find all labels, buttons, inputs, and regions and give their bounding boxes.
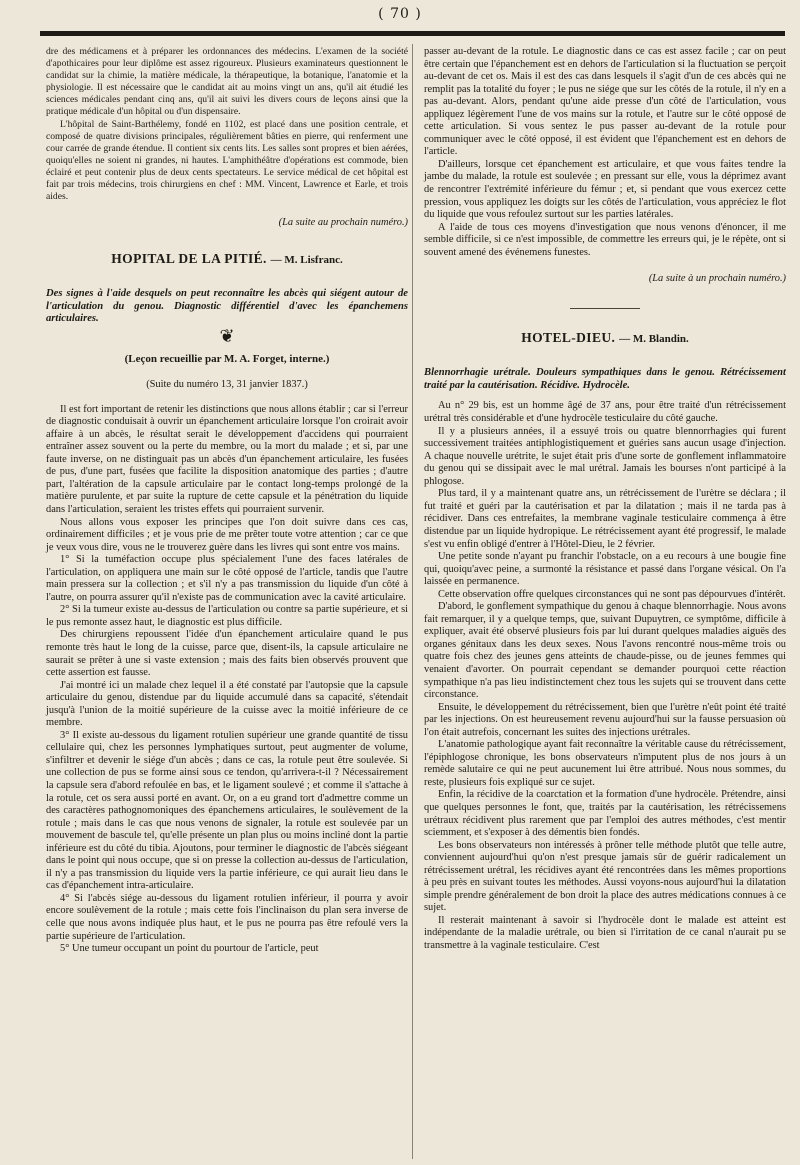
continuation-note: (Suite du numéro 13, 31 janvier 1837.) [146,379,308,391]
paragraph: D'abord, le gonflement sympathique du genou à chaque blennorrhagie. Nous avons fait remarquer, il y a quelque temps, que, suivant Dupuytren, ce symptôme, difficile à expliquer, avait été observé plusieurs fois par lui durant quelques maladies aiguës des organes génitaux dans les deux sexes. Nous l'avons rencontré nous-même trois ou quatre fois chez des jeunes gens atteints de chaude-pisse, ou de jeunes femmes qui venaient d'avorter. On pourrait cependant se demander pourquoi cette réaction sympathique n'a pas lieu indistinctement chez tous les sujets qui se trouvent dans cette circonstance. [424,601,786,701]
paragraph: Cette observation offre quelques circonstances qui ne sont pas dépourvues d'intérêt. [438,588,786,600]
paragraph: J'ai montré ici un malade chez lequel il a été constaté par l'autopsie que la capsule articulaire du genou, distendue par du liquide accumulé dans sa capacité, s'étendait jusqu'à l'union de la moitié supérieure de la cuisse avec la moitié inférieure de ce membre. [46,679,408,729]
continued-note: (La suite à un prochain numéro.) [648,273,786,285]
section-heading-pitie [46,252,408,267]
column-divider [412,44,413,1159]
paragraph: L'anatomie pathologique ayant fait reconnaître la véritable cause du rétrécissement, l'épiphlogose chronique, les bons observateurs n'imputent plus de nos jours à un remède salutaire ce qui ne peut aucunement lui être attribué. Nous nous sommes, du reste, plusieurs fois expliqué sur ce sujet. [424,739,786,788]
ornament-icon: ❦ [219,325,235,346]
paragraph: 3° Il existe au-dessous du ligament rotulien supérieur une grande quantité de tissu cellulaire qui, chez les personnes lymphatiques surtout, peut augmenter de volume, s'infiltrer et devenir le siége d'un abcès ; dans ce cas, la rotule peut être soulevée. Si une collection de pus se forme ainsi sous ce tendon, qu'arrivera-t-il ? Nécessairement la capsule sera d'abord refoulée en bas, et le ligament soulevé ; et comme il s'attache à la rotule, cet os sera aussi porté en avant. Or, on a eu grand tort d'admettre comme un des caractères pathognomoniques des épanchemens articulaires, le soulèvement de la rotule ; mais dans le cas que nous venons de signaler, la rotule est soulevée par un mouvement de bascule tel, qu'elle présente un plan plus ou moins incliné dont la partie inférieure est du côté du tibia. Ajoutons, pour terminer le diagnostic de l'abcès siégeant dans le point qui nous occupe, que si on presse la collection au-dessus de l'articulation, il n'y a pas transmission du liquide vers la partie inférieure, ce qui aurait lieu dans le cas d'épanchement intra-articulaire. [46,729,408,892]
paragraph: Au n° 29 bis, est un homme âgé de 37 ans, pour être traité d'un rétrécissement urétral très considérable et d'une hydrocèle testiculaire du côté gauche. [424,400,786,425]
paragraph: D'ailleurs, lorsque cet épanchement est articulaire, et que vous faites tendre la jambe du malade, la rotule est soulevée ; en pressant sur elle, vous la déprimez avant de rencontrer l'extrémité inférieure du fémur ; et, si pendant que vous exercez cette pression, vous appliquez les doigts sur les côtés de l'articulation, vous appréciez le flot du liquide que vous refoulez surtout sur les parties latérales. [424,158,786,221]
paragraph: Il y a plusieurs années, il a essuyé trois ou quatre blennorrhagies qui furent successivement traitées antiphlogistiquement et guéries sans aucun usage d'injection. A chaque nouvelle urétrite, le sujet était pris d'une sorte de gonflement inflammatoire du genou qui se dissipait avec le mal urétral. Jamais les bourses n'ont participé à la phlogose. [424,425,786,487]
paragraph: Il est fort important de retenir les distinctions que nous allons établir ; car si l'erreur de diagnostic conduisait à ouvrir un épanchement articulaire lorsque l'on croirait avoir affaire à un abcès, le résultat serait le développement d'accidens qui pourraient entraîner assez souvent ou la perte du membre, ou la mort du malade ; et si, par une faute inverse, on ne distinguait pas un abcès d'un épanchement articulaire, les fusées de pus, d'une part, fusées que facilite la disposition anatomique des parties ; d'autre part, l'altération de la capsule articulaire par le contact long-temps prolongé de la matière purulente, et par suite la rupture de cette capsule et la pénétration du liquide dans l'articulation, seraient les tristes effets qui pourraient survenir. [46,403,408,515]
separator [570,308,640,309]
paragraph: L'hôpital de Saint-Barthélemy, fondé en 1102, est placé dans une position centrale, et composé de quatre divisions principales, régulièrement bâties en pierre, qui renferment une cour carrée de grande étendue. Il contient six cents lits. Les salles sont propres et bien aérées, quoiqu'elles ne soient ni grandes, ni hautes. L'amphithéâtre d'opérations est commode, bien éclairé et peut contenir plus de deux cents spectateurs. Le service médical de cet hôpital est fait par trois médecins, trois chirurgiens en chef : MM. Vincent, Lawrence et Earle, et trois aides. [46,118,408,203]
paragraph: Les bons observateurs non intéressés à prôner telle méthode plutôt que telle autre, conviennent aujourd'hui qu'on n'est presque jamais sûr de guérir radicalement un rétrécissement urétral, les récidives ayant été rencontrées dans les mêmes proportions à peu près en suivant toutes les méthodes. Aussi voyons-nous aujourd'hui la dilatation simple prendre généralement de bon droit la place des autres médications connues à ce sujet. [424,839,786,914]
doctor-name: — M. Lisfranc. [270,253,343,266]
paragraph: passer au-devant de la rotule. Le diagnostic dans ce cas est assez facile ; car on peut être certain que l'épanchement est en dehors de l'articulation si la fluctuation se perçoit au-devant de cet os. Mais il est des cas dans lesquels il s'agit d'un de ces abcès qui ne remplit pas la totalité du foyer ; le pus ne siége que sur les côtés de la rotule, il n'y en a pas au-devant. Alors, pendant qu'une aide presse d'un côté de l'articulation, vous appliquez légèrement l'une de vos mains sur la rotule, et l'autre sur le côté opposé de cette articulation. Si vous sentez le pus passer au-devant de la rotule pour communiquer avec le côté opposé, il est évident que l'épanchement est en dehors de l'article. [424,46,786,158]
article-subject: Des signes à l'aide desquels on peut reconnaître les abcès qui siégent autour de l'articulation du genou. Diagnostic différentiel d'avec les épanchemens articulaires. [46,288,408,325]
paragraph: dre des médicamens et à préparer les ordonnances des médecins. L'examen de la société d'apothicaires pour leur diplôme est assez rigoureux. Plusieurs examinateurs questionnent le candidat sur la chimie, la matière médicale, la thérapeutique, la botanique, l'anatomie et la physiologie. Il est nécessaire que le candidat ait au moins vingt un ans, qu'il ait étudié les sciences médicales pendant cinq ans, qu'il ait suivi les divers cours de leçons ainsi que la pratique médicale d'un hôpital ou d'un dispensaire. [46,46,408,118]
paragraph: 5° Une tumeur occupant un point du pourtour de l'article, peut [60,943,319,955]
article-subject: Blennorrhagie urétrale. Douleurs sympathiques dans le genou. Rétrécissement traité par la cautérisation. Récidive. Hydrocèle. [424,367,786,391]
section-heading-hotel-dieu [424,331,786,346]
paragraph: Plus tard, il y a maintenant quatre ans, un rétrécissement de l'urètre se déclara ; il fut traité et guéri par la cautérisation et par la dilatation ; mais il ne tarda pas à récidiver. Dans ces entrefaites, la membrane vaginale testiculaire commença à être distendue par un liquide hydropique. Le rétrécissement ayant été progressif, le malade s'est vu enfin obligé d'entrer à l'Hôtel-Dieu, le 2 février. [424,488,786,550]
continued-note: (La suite au prochain numéro.) [278,217,408,229]
paragraph: Une petite sonde n'ayant pu franchir l'obstacle, on a eu recours à une bougie fine qui, quoiqu'avec peine, a surmonté la résistance et passé dans l'organe vésical. On l'a laissée en permanence. [424,551,786,588]
paragraph: Nous allons vous exposer les principes que l'on doit suivre dans ces cas, ordinairement difficiles ; et je vous prie de me prêter toute votre attention ; car ce que je veux vous dire, vous ne le trouverez guère dans les livres qui sont entre vos mains. [46,516,408,553]
paragraph: 4° Si l'abcès siége au-dessous du ligament rotulien inférieur, il pourra y avoir encore soulèvement de la rotule ; mais cette fois l'inclinaison du plan sera inverse de celle que nous avons indiquée plus haut, et le pus ne pourra pas être refoulé vers la partie supérieure de l'articulation. [46,892,408,942]
paragraph: 1° Si la tuméfaction occupe plus spécialement l'une des faces latérales de l'articulation, on appliquera une main sur le côté opposé de l'article, tandis que l'autre main pressera sur la collection ; et s'il n'y a pas transmission du liquide d'un côté à l'autre, on pourra assurer qu'il n'existe pas de communication avec la cavité articulaire. [46,554,408,603]
page-number: ( 70 ) [378,6,422,22]
hospital-name: HOTEL-DIEU. [521,329,616,345]
doctor-name: — M. Blandin. [619,332,689,345]
paragraph: A l'aide de tous ces moyens d'investigation que nous venons d'énoncer, il me semble difficile, si ce n'est impossible, de commettre les erreurs qui, je le répète, ont si souvent amené des événemens funestes. [424,221,786,258]
left-column [46,46,408,956]
paragraph: Ensuite, le développement du rétrécissement, bien que l'urètre n'eût point été traité par les injections. On est heureusement revenu aujourd'hui sur la fausse persuasion où l'on était autrefois, concernant les suites des injections urétrales. [424,701,786,738]
paragraph: Il resterait maintenant à savoir si l'hydrocèle dont le malade est atteint est indépendante de la maladie urétrale, ou bien si l'irritation de ce canal n'aurait pu se transmettre à la vaginale testiculaire. C'est [424,914,786,951]
right-column [424,46,786,953]
hospital-name: HOPITAL DE LA PITIÉ. [111,250,267,266]
paragraph: Des chirurgiens repoussent l'idée d'un épanchement articulaire quand le pus remonte très haut le long de la cuisse, parce que, disent-ils, la capsule articulaire ne saurait se prêter à une si vaste extension ; mais des faits bien observés prouvent que cette assertion est fausse. [46,629,408,679]
paragraph: Enfin, la récidive de la coarctation et la formation d'une hydrocèle. Prétendre, ainsi que quelques personnes le font, que, traités par la cautérisation, les rétrécissemens urétraux récidivent plus rarement que par l'emploi des autres méthodes, c'est mentir sciemment, et s'exposer à des démentis bien fondés. [424,789,786,839]
header-rule [40,31,785,36]
paragraph: 2° Si la tumeur existe au-dessus de l'articulation ou contre sa partie supérieure, et si le pus remonte assez haut, le diagnostic est plus difficile. [46,604,408,628]
lecture-credit: (Leçon recueillie par M. A. Forget, interne.) [124,352,330,365]
